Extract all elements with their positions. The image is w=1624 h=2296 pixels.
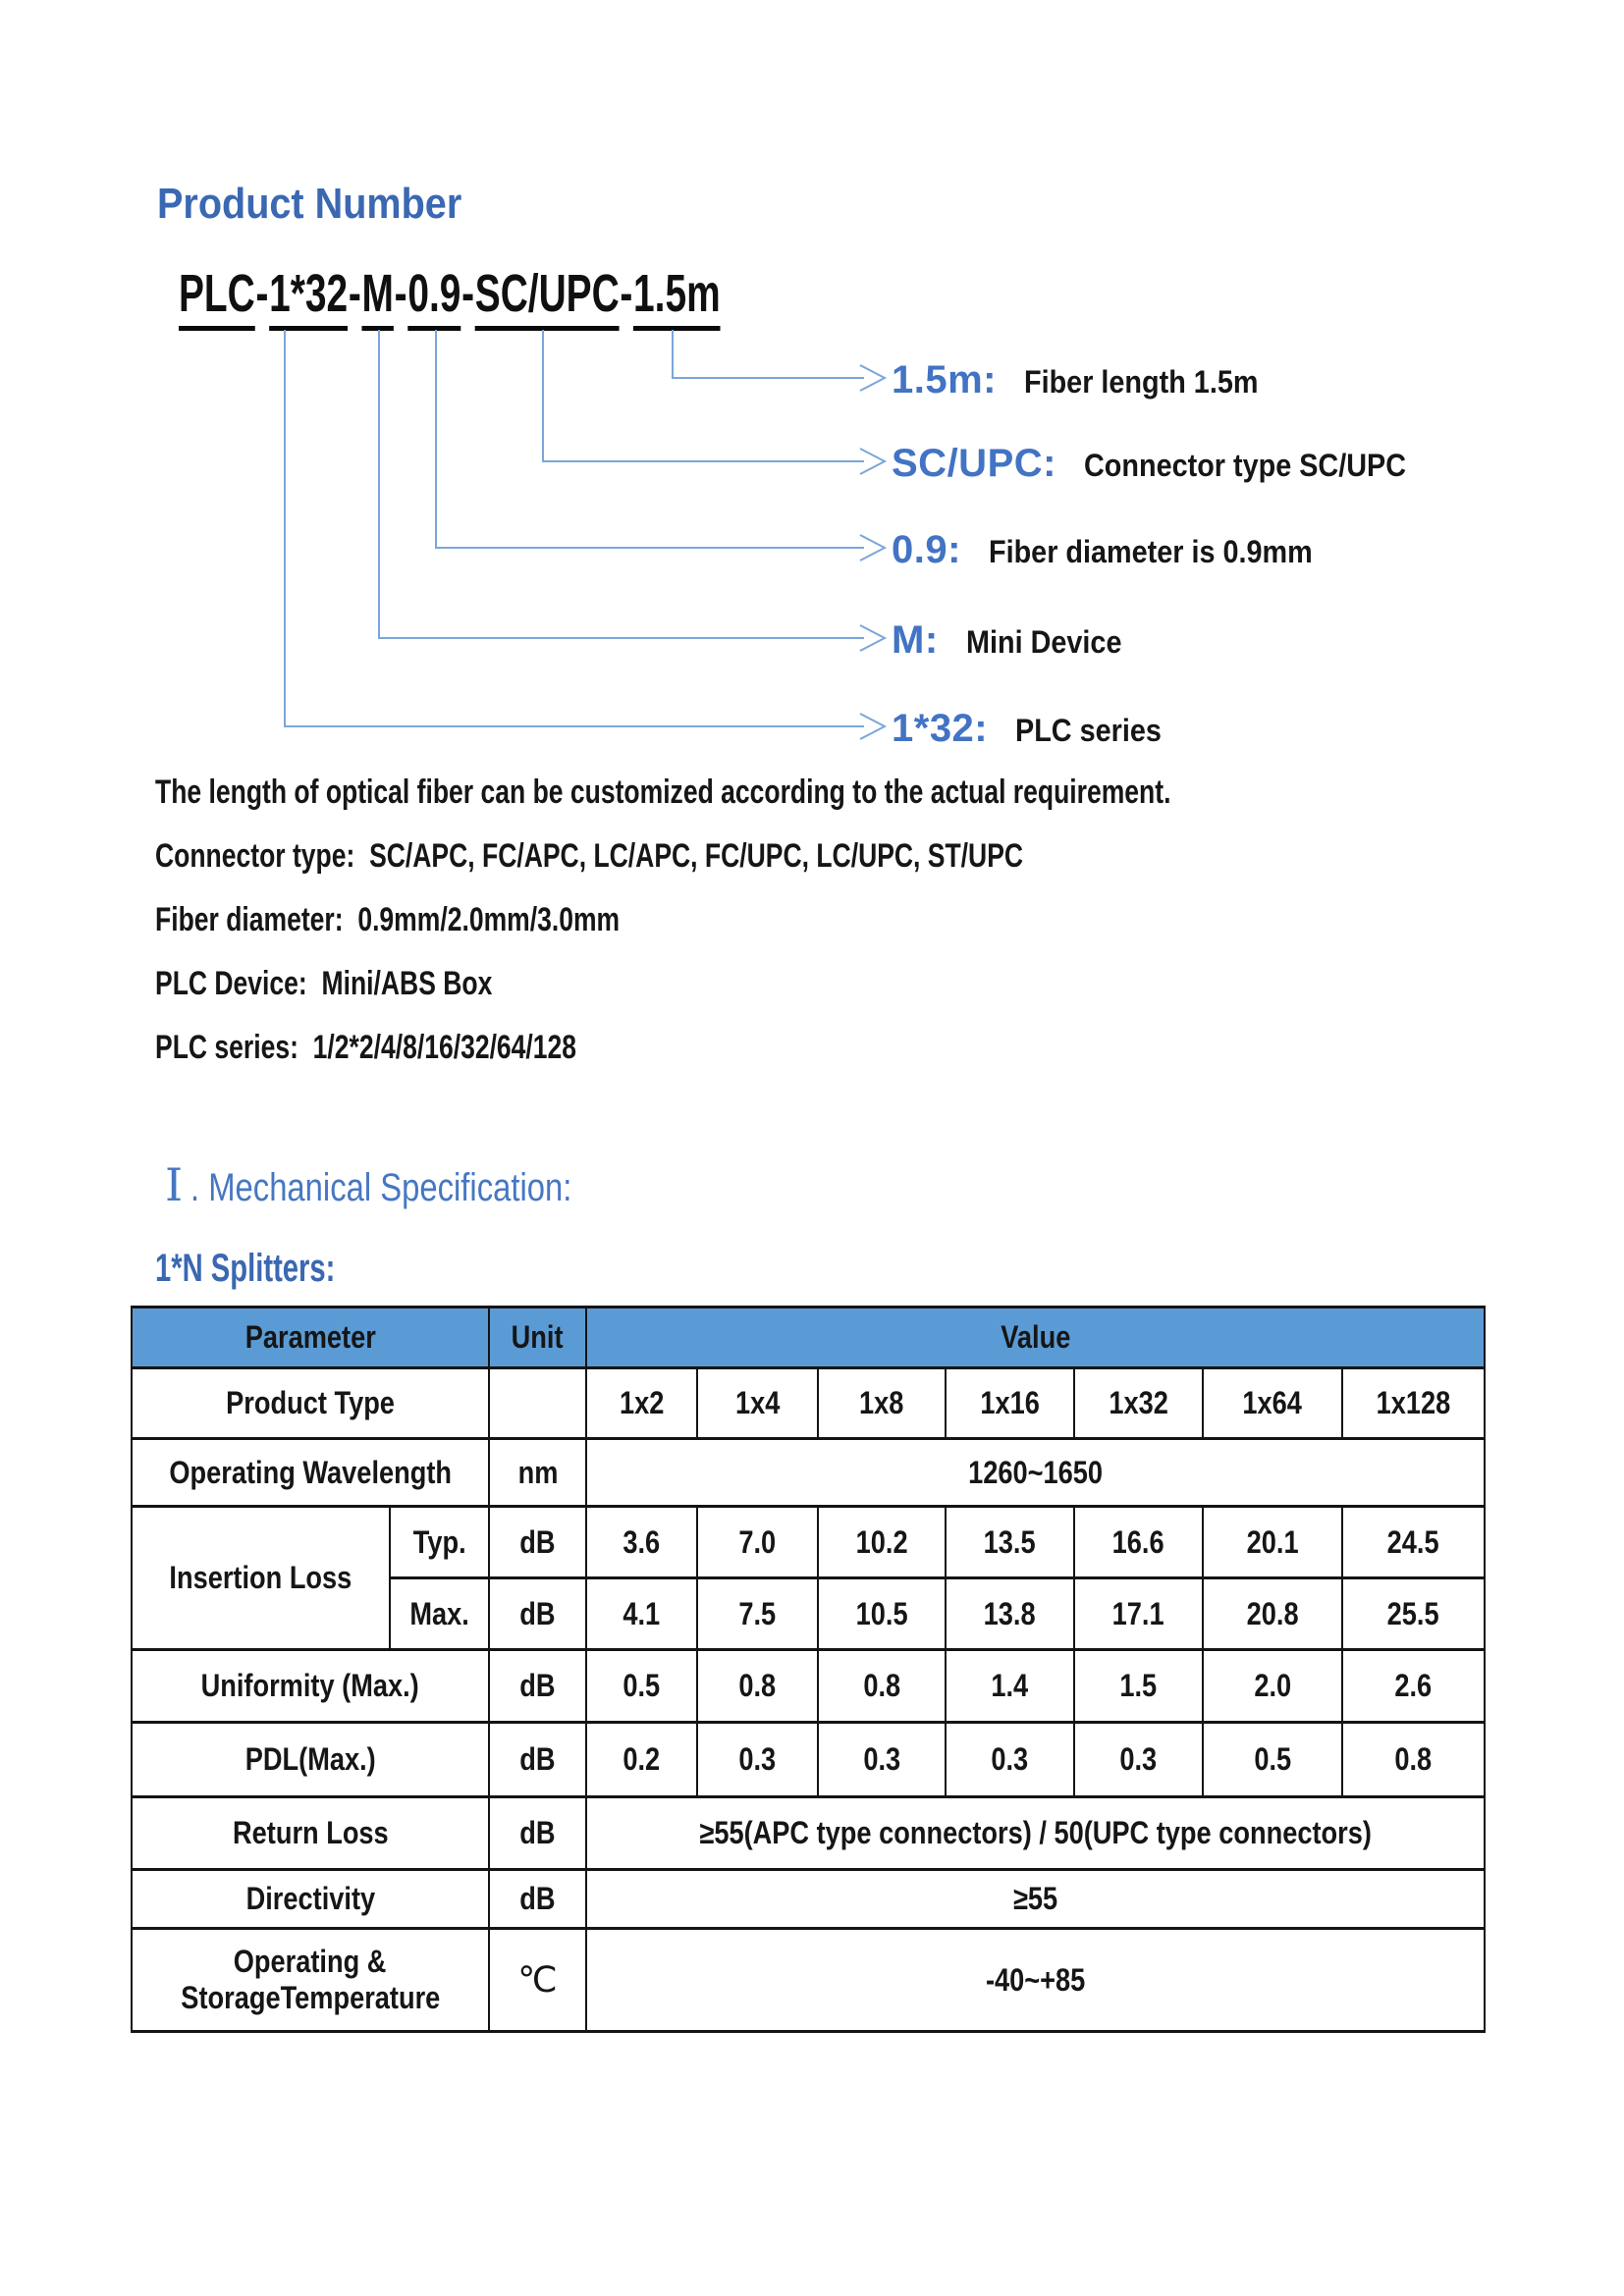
- table-row-return-loss: [132, 1797, 1485, 1870]
- row-label: Return Loss: [132, 1797, 489, 1870]
- row-label-line2: StorageTemperature: [180, 1980, 441, 2015]
- label-description: Fiber length 1.5m: [1024, 364, 1259, 400]
- product-number-segment: SC/UPC: [475, 267, 620, 331]
- label-description: PLC series: [1015, 713, 1163, 748]
- value-cell: 1x16: [946, 1368, 1074, 1439]
- value-cell: ≥55: [586, 1870, 1485, 1929]
- value-cell: 0.8: [818, 1650, 946, 1723]
- value-cell: 1x8: [818, 1368, 946, 1439]
- diagram-label-plc-series: [892, 707, 1178, 751]
- row-label-line1: Operating &: [234, 1944, 387, 1979]
- row-label: Directivity: [132, 1870, 489, 1929]
- arrowhead-icon: [860, 449, 885, 474]
- product-number: [179, 264, 721, 331]
- page-title: Product Number: [157, 180, 462, 228]
- header-value: Value: [586, 1308, 1485, 1368]
- section-heading-mechanical-specification: [165, 1158, 656, 1211]
- arrowhead-icon: [860, 625, 885, 651]
- value-cell: 0.2: [586, 1723, 697, 1797]
- row-label: Product Type: [132, 1368, 489, 1439]
- section-title: . Mechanical Specification:: [190, 1166, 572, 1209]
- unit-cell: ℃: [489, 1929, 586, 2032]
- value-cell: 13.8: [946, 1578, 1074, 1650]
- value-cell: 3.6: [586, 1507, 697, 1578]
- value-cell: 10.5: [818, 1578, 946, 1650]
- note-custom-length: The length of optical fiber can be customized according to the actual requirement.: [155, 774, 1171, 811]
- table-row-pdl: [132, 1723, 1485, 1797]
- value-cell: 0.3: [946, 1723, 1074, 1797]
- diagram-label-device: [892, 618, 1139, 663]
- mechanical-specification-table: [131, 1306, 1486, 2033]
- product-number-segment: PLC: [179, 267, 255, 331]
- row-label: PDL(Max.): [132, 1723, 489, 1797]
- note-fiber-diameter: Fiber diameter: 0.9mm/2.0mm/3.0mm: [155, 901, 621, 938]
- row-label: Uniformity (Max.): [132, 1650, 489, 1723]
- product-number-segment: 0.9: [407, 267, 460, 331]
- arrowhead-icon: [860, 365, 885, 391]
- table-row-product-type: [132, 1368, 1485, 1439]
- subheading-splitters: 1*N Splitters:: [155, 1247, 336, 1290]
- label-description: Fiber diameter is 0.9mm: [988, 534, 1313, 569]
- product-number-separator: -: [394, 264, 407, 323]
- value-cell: 20.8: [1203, 1578, 1342, 1650]
- connector-line-fiber-length: [673, 330, 864, 378]
- sub-row-label: Typ.: [390, 1507, 489, 1578]
- row-label: Operating Wavelength: [132, 1439, 489, 1507]
- unit-cell: dB: [489, 1870, 586, 1929]
- value-cell: 24.5: [1342, 1507, 1485, 1578]
- value-cell: 1x32: [1074, 1368, 1203, 1439]
- product-number-segment: 1*32: [269, 267, 348, 331]
- unit-cell: dB: [489, 1650, 586, 1723]
- unit-cell: dB: [489, 1797, 586, 1870]
- value-cell: 2.0: [1203, 1650, 1342, 1723]
- table-row-operating-wavelength: [132, 1439, 1485, 1507]
- label-code: 0.9:: [892, 528, 961, 571]
- product-number-separator: -: [348, 264, 361, 323]
- value-cell: 0.5: [1203, 1723, 1342, 1797]
- arrowhead-icon: [860, 535, 885, 561]
- connector-line-fiber-diameter: [436, 330, 864, 548]
- value-cell: 17.1: [1074, 1578, 1203, 1650]
- label-code: SC/UPC:: [892, 442, 1056, 485]
- unit-cell: dB: [489, 1723, 586, 1797]
- label-code: 1.5m:: [892, 358, 997, 401]
- value-cell: ≥55(APC type connectors) / 50(UPC type connectors): [586, 1797, 1485, 1870]
- value-cell: 7.0: [697, 1507, 818, 1578]
- product-number-separator: -: [255, 264, 269, 323]
- value-cell: -40~+85: [586, 1929, 1485, 2032]
- diagram-label-fiber-diameter: [892, 528, 1348, 572]
- diagram-label-fiber-length: [892, 358, 1284, 402]
- note-plc-series: PLC series: 1/2*2/4/8/16/32/64/128: [155, 1029, 577, 1066]
- value-cell: 2.6: [1342, 1650, 1485, 1723]
- value-cell: 1x128: [1342, 1368, 1485, 1439]
- product-number-separator: -: [461, 264, 475, 323]
- unit-cell: dB: [489, 1507, 586, 1578]
- value-cell: 25.5: [1342, 1578, 1485, 1650]
- section-numeral: I: [165, 1158, 184, 1211]
- value-cell: 0.3: [1074, 1723, 1203, 1797]
- header-parameter: Parameter: [132, 1308, 489, 1368]
- label-code: M:: [892, 618, 939, 662]
- sub-row-label: Max.: [390, 1578, 489, 1650]
- product-number-separator: -: [620, 264, 633, 323]
- arrowhead-icon: [860, 714, 885, 739]
- value-cell: 4.1: [586, 1578, 697, 1650]
- unit-cell: nm: [489, 1439, 586, 1507]
- product-number-segment: M: [362, 267, 394, 331]
- value-cell: 1x2: [586, 1368, 697, 1439]
- value-cell: 1x64: [1203, 1368, 1342, 1439]
- table-row-insertion-loss-typ: [132, 1507, 1485, 1578]
- value-cell: 13.5: [946, 1507, 1074, 1578]
- value-cell: 20.1: [1203, 1507, 1342, 1578]
- diagram-label-connector-type: [892, 442, 1441, 486]
- table-row-directivity: [132, 1870, 1485, 1929]
- product-number-segment: 1.5m: [633, 267, 721, 331]
- value-cell: 1260~1650: [586, 1439, 1485, 1507]
- connector-line-plc-series: [285, 330, 864, 726]
- value-cell: 0.5: [586, 1650, 697, 1723]
- label-code: 1*32:: [892, 707, 989, 750]
- label-description: Connector type SC/UPC: [1083, 448, 1406, 483]
- connector-line-mini-device: [379, 330, 864, 638]
- unit-cell: dB: [489, 1578, 586, 1650]
- value-cell: 0.8: [697, 1650, 818, 1723]
- value-cell: 10.2: [818, 1507, 946, 1578]
- value-cell: 1.5: [1074, 1650, 1203, 1723]
- table-header-row: [132, 1308, 1485, 1368]
- note-plc-device: PLC Device: Mini/ABS Box: [155, 965, 493, 1002]
- value-cell: 1.4: [946, 1650, 1074, 1723]
- connector-line-connector-type: [543, 330, 864, 461]
- row-label: Insertion Loss: [132, 1507, 390, 1650]
- table-row-temperature: [132, 1929, 1485, 2032]
- row-label: [132, 1929, 489, 2032]
- unit-cell: [489, 1368, 586, 1439]
- value-cell: 16.6: [1074, 1507, 1203, 1578]
- value-cell: 0.3: [697, 1723, 818, 1797]
- value-cell: 7.5: [697, 1578, 818, 1650]
- label-description: Mini Device: [965, 624, 1122, 660]
- value-cell: 1x4: [697, 1368, 818, 1439]
- value-cell: 0.3: [818, 1723, 946, 1797]
- header-unit: Unit: [489, 1308, 586, 1368]
- value-cell: 0.8: [1342, 1723, 1485, 1797]
- note-connector-type: Connector type: SC/APC, FC/APC, LC/APC, FC/UPC, LC/UPC, ST/UPC: [155, 837, 1024, 875]
- table-row-uniformity: [132, 1650, 1485, 1723]
